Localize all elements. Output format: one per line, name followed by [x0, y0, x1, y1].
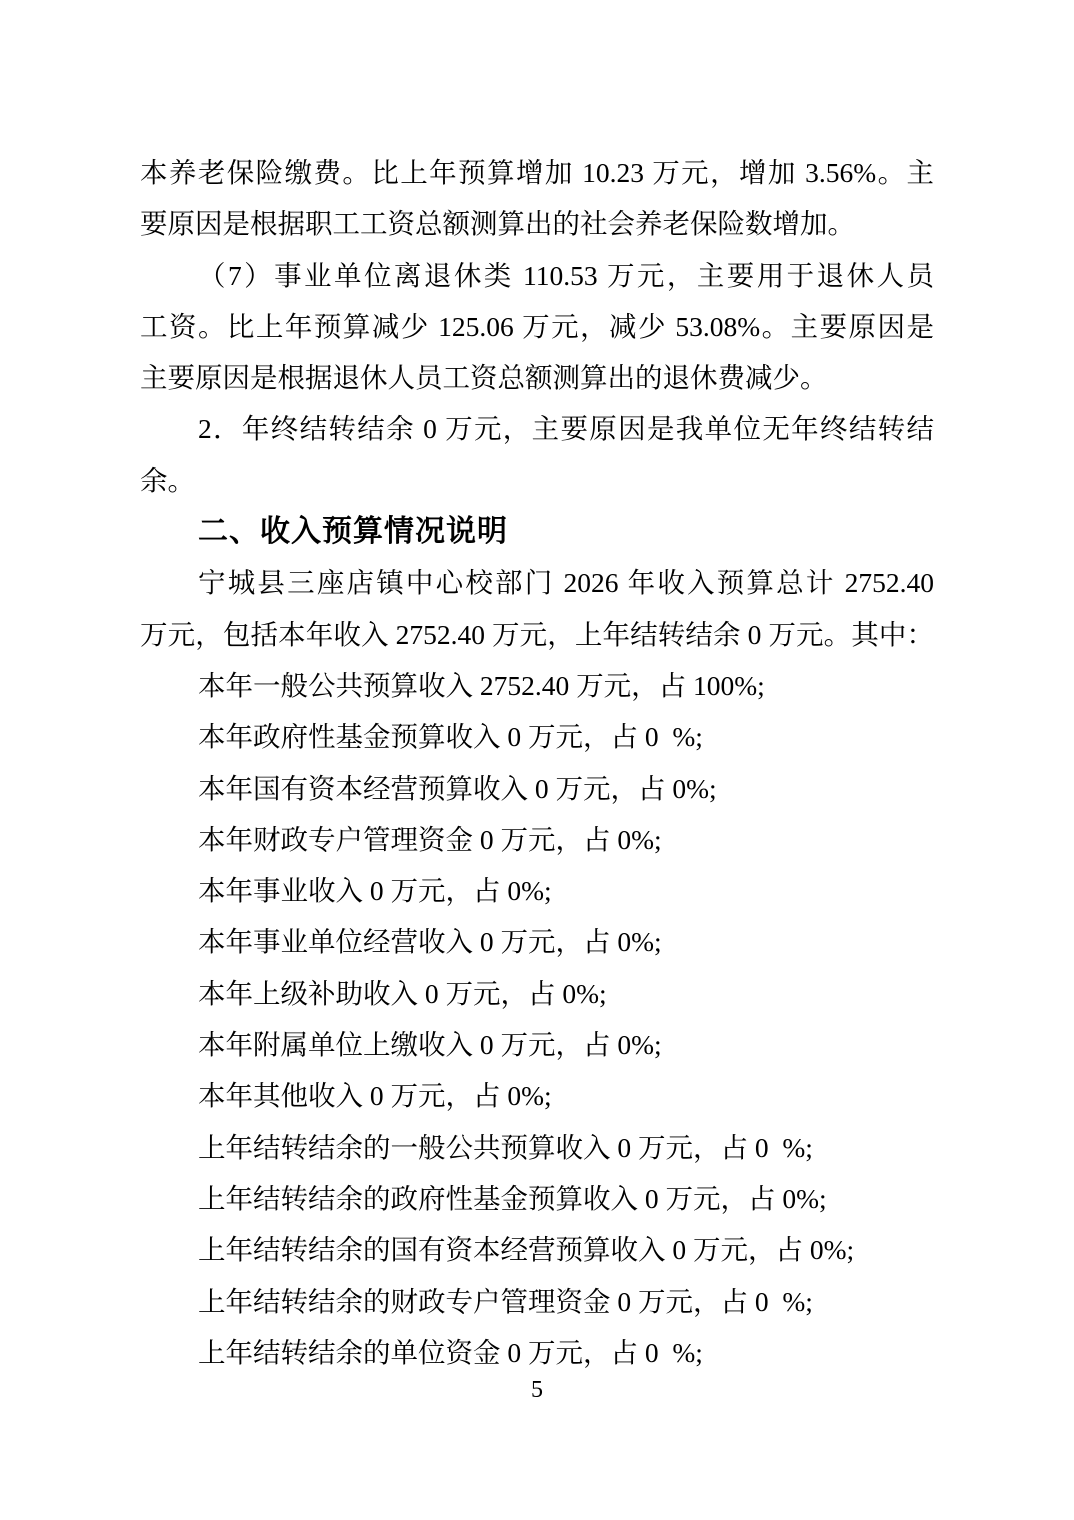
- text-line: 上年结转结余的财政专户管理资金 0 万元，占 0 %;: [198, 1285, 813, 1317]
- text-line: 上年结转结余的政府性基金预算收入 0 万元，占 0%;: [198, 1182, 827, 1214]
- text-line: 本年其他收入 0 万元，占 0%;: [198, 1080, 552, 1112]
- text-line: 本年国有资本经营预算收入 0 万元，占 0%;: [198, 772, 717, 804]
- text-line: （7）事业单位离退休类 110.53 万元，主要用于退休人员: [198, 259, 934, 291]
- text-line: 2．年终结转结余 0 万元，主要原因是我单位无年终结转结: [198, 413, 934, 445]
- text-line: 主要原因是根据退休人员工资总额测算出的退休费减少。: [140, 362, 828, 394]
- text-line: 本年一般公共预算收入 2752.40 万元，占 100%;: [198, 669, 765, 701]
- text-line: 余。: [140, 464, 195, 496]
- text-line: 本年财政专户管理资金 0 万元，占 0%;: [198, 823, 662, 855]
- text-line: 宁城县三座店镇中心校部门 2026 年收入预算总计 2752.40: [198, 567, 934, 599]
- text-line: 本年附属单位上缴收入 0 万元，占 0%;: [198, 1029, 662, 1061]
- text-line: 本年事业收入 0 万元，占 0%;: [198, 875, 552, 907]
- text-line: 上年结转结余的一般公共预算收入 0 万元，占 0 %;: [198, 1131, 813, 1163]
- text-line: 上年结转结余的国有资本经营预算收入 0 万元，占 0%;: [198, 1234, 855, 1266]
- page-body: [140, 147, 934, 1378]
- text-line: 要原因是根据职工工资总额测算出的社会养老保险数增加。: [140, 208, 855, 240]
- text-line: 上年结转结余的单位资金 0 万元，占 0 %;: [198, 1336, 703, 1368]
- text-line: 本养老保险缴费。比上年预算增加 10.23 万元，增加 3.56%。主: [140, 157, 934, 188]
- text-line: 本年上级补助收入 0 万元，占 0%;: [198, 977, 607, 1009]
- text-line: 万元，包括本年收入 2752.40 万元，上年结转结余 0 万元。其中：: [140, 618, 934, 650]
- text-line: 本年事业单位经营收入 0 万元，占 0%;: [198, 926, 662, 958]
- text-line: 工资。比上年预算减少 125.06 万元，减少 53.08%。主要原因是: [140, 310, 934, 342]
- section-heading: 二、收入预算情况说明: [198, 515, 508, 549]
- text-line: 本年政府性基金预算收入 0 万元，占 0 %;: [198, 721, 703, 753]
- page-number: 5: [531, 1377, 543, 1403]
